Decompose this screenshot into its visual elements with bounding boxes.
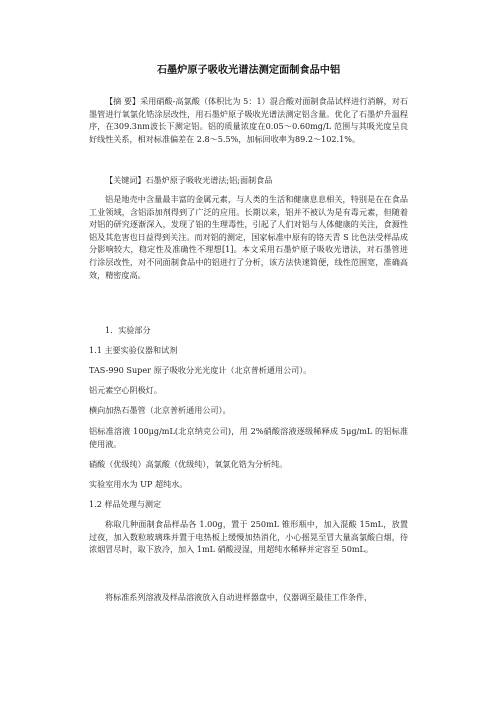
reagent-water: 实验室用水为 UP 超纯水。 xyxy=(89,479,188,489)
reagent-standard-solution: 铝标准溶液 100μg/mL(北京纳克公司)，用 2%硝酸溶液逐级稀释成 5μg/mL 的铝标准使用液。 xyxy=(89,426,408,449)
keywords-paragraph: 【关键词】石墨炉原子吸收光谱法;铝;面制食品 xyxy=(105,175,273,185)
subsection-heading-sample: 1.2 样品处理与测定 xyxy=(89,499,162,509)
instrument-spectrophotometer: TAS-990 Super 原子吸收分光光度计（北京普析通用公司）。 xyxy=(89,365,312,375)
instrument-lamp: 铝元素空心阴极灯。 xyxy=(89,385,162,395)
sample-preparation-paragraph: 称取几种面制食品样品各 1.00g，置于 250mL 锥形瓶中，加入混酸 15mL，放置过夜，加入数粒玻璃珠并置于电热板上缓慢加热消化，小心摇晃至冒大量高氯酸白烟，待浓烟冒尽时，取下放冷，加入 1mL 硝酸浸湿，用超纯水稀释并定容至 50mL。 xyxy=(89,519,408,555)
measurement-paragraph: 将标准系列溶液及样品溶液放入自动进样器盘中，仪器调至最佳工作条件， xyxy=(105,592,373,602)
section-heading-experiment: 1．实验部分 xyxy=(105,325,151,335)
instrument-graphite-tube: 横向加热石墨管（北京普析通用公司）。 xyxy=(89,405,231,415)
introduction-paragraph: 铝是地壳中含量最丰富的金属元素，与人类的生活和健康息息相关，特别是在在食品工业领域，含铝添加剂得到了广泛的应用。长期以来，铝并不被认为是有毒元素，但随着对铝的研究逐渐深入，发现了铝的生理毒性，引起了人们对铝与人体健康的关注，食源性铝及其危害也日益得到关注。而对铝的测定，国家标准中原有的铬天青 S 比色法受样品成分影响较大，稳定性及准确性不理想[1]。本文采用石墨炉原子吸收光谱法，对石墨管进行涂层改性，对不同面制食品中的铝进行了分析，该方法快速简便，线性范围宽，准确高效，精密度高。 xyxy=(89,194,408,280)
paper-title: 石墨炉原子吸收光谱法测定面制食品中铝 xyxy=(156,65,341,76)
abstract-paragraph: 【摘 要】采用硝酸-高氯酸（体积比为 5：1）混合酸对面制食品试样进行消解，对石墨管进行氧氯化锆涂层改性，用石墨炉原子吸收光谱法测定铝含量。优化了石墨炉升温程序，在309.3nm波长下测定铝。铝的质量浓度在0.05～0.60mg/L 范围与其吸光度呈良好线性关系，相对标准偏差在 2.8～5.5%，加标回收率为89.2～102.1%。 xyxy=(89,96,408,144)
subsection-heading-instruments: 1.1 主要实验仪器和试剂 xyxy=(89,345,178,355)
reagent-acids: 硝酸（优级纯）高氯酸（优级纯），氧氯化锆为分析纯。 xyxy=(89,459,288,469)
